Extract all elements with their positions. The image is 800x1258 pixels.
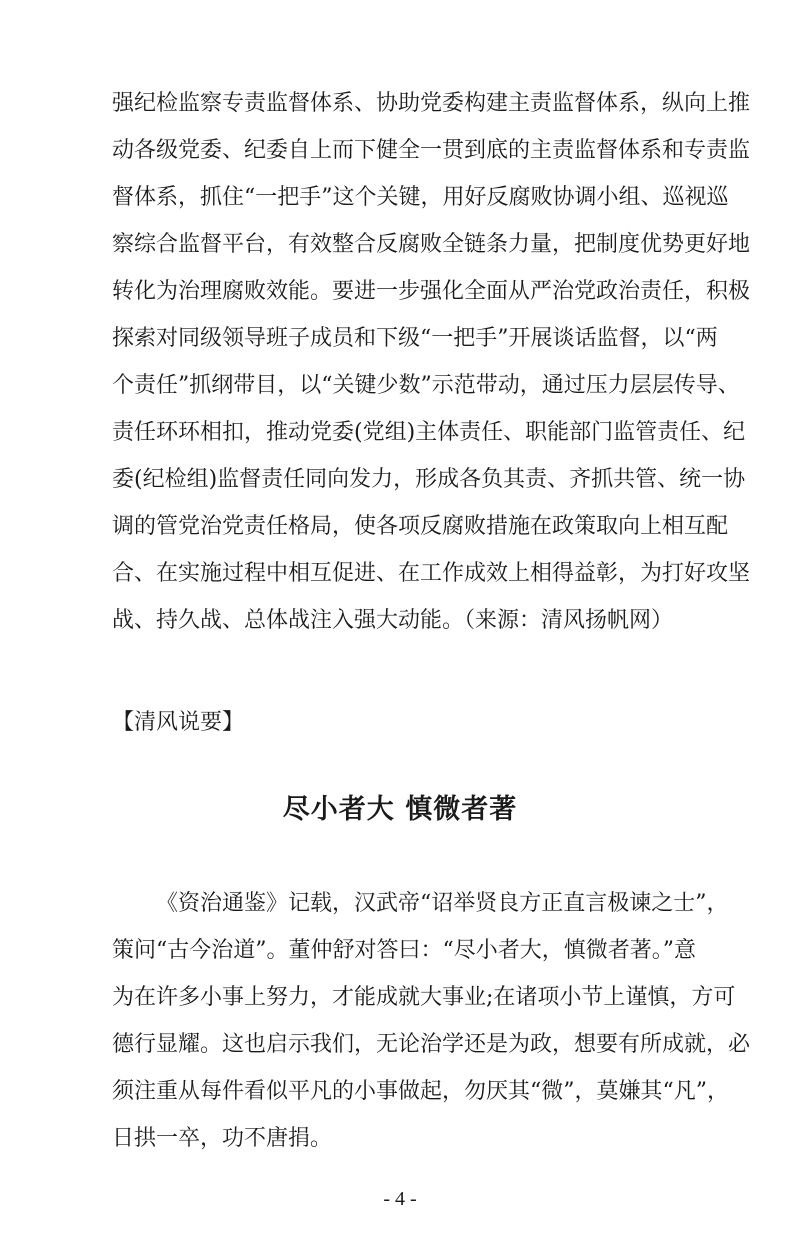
section-heading: 【清风说要】 <box>112 710 245 735</box>
text-line: 策问“古今治道”。董仲舒对答曰：“尽小者大，慎微者著。”意 <box>112 938 696 963</box>
article-title: 尽小者大 慎微者著 <box>282 794 518 825</box>
text-line: 强纪检监察专责监督体系、协助党委构建主责监督体系，纵向上推 <box>112 91 751 116</box>
text-line: 战、持久战、总体战注入强大动能。（来源：清风扬帆网） <box>112 608 674 633</box>
text-line: 个责任”抓纲带目，以“关键少数”示范带动，通过压力层层传导、 <box>112 373 740 398</box>
body-paragraph-zizhi-tongjian <box>112 880 751 1162</box>
text-line: 动各级党委、纪委自上而下健全一贯到底的主责监督体系和专责监 <box>112 138 751 163</box>
text-line: 察综合监督平台，有效整合反腐败全链条力量，把制度优势更好地 <box>112 232 751 257</box>
body-paragraph-anti-corruption <box>112 80 751 644</box>
text-line: 转化为治理腐败效能。要进一步强化全面从严治党政治责任，积极 <box>112 279 751 304</box>
text-line: 须注重从每件看似平凡的小事做起，勿厌其“微”，莫嫌其“凡”， <box>112 1079 729 1104</box>
text-line: 《资治通鉴》记载，汉武帝“诏举贤良方正直言极谏之士”， <box>156 891 729 916</box>
text-line: 探索对同级领导班子成员和下级“一把手”开展谈话监督，以“两 <box>112 326 718 351</box>
text-line: 德行显耀。这也启示我们，无论治学还是为政，想要有所成就，必 <box>112 1032 751 1057</box>
text-line: 调的管党治党责任格局，使各项反腐败措施在政策取向上相互配 <box>112 514 729 539</box>
text-line: 委(纪检组)监督责任同向发力，形成各负其责、齐抓共管、统一协 <box>112 467 746 492</box>
text-line: 责任环环相扣，推动党委(党组)主体责任、职能部门监管责任、纪 <box>112 420 746 445</box>
text-line: 合、在实施过程中相互促进、在工作成效上相得益彰，为打好攻坚 <box>112 561 751 586</box>
text-line: 为在许多小事上努力，才能成就大事业;在诸项小节上谨慎，方可 <box>112 985 736 1010</box>
text-line: 督体系，抓住“一把手”这个关键，用好反腐败协调小组、巡视巡 <box>112 185 729 210</box>
text-line: 日拱一卒，功不唐捐。 <box>112 1126 333 1151</box>
page-number: - 4 - <box>383 1188 417 1210</box>
